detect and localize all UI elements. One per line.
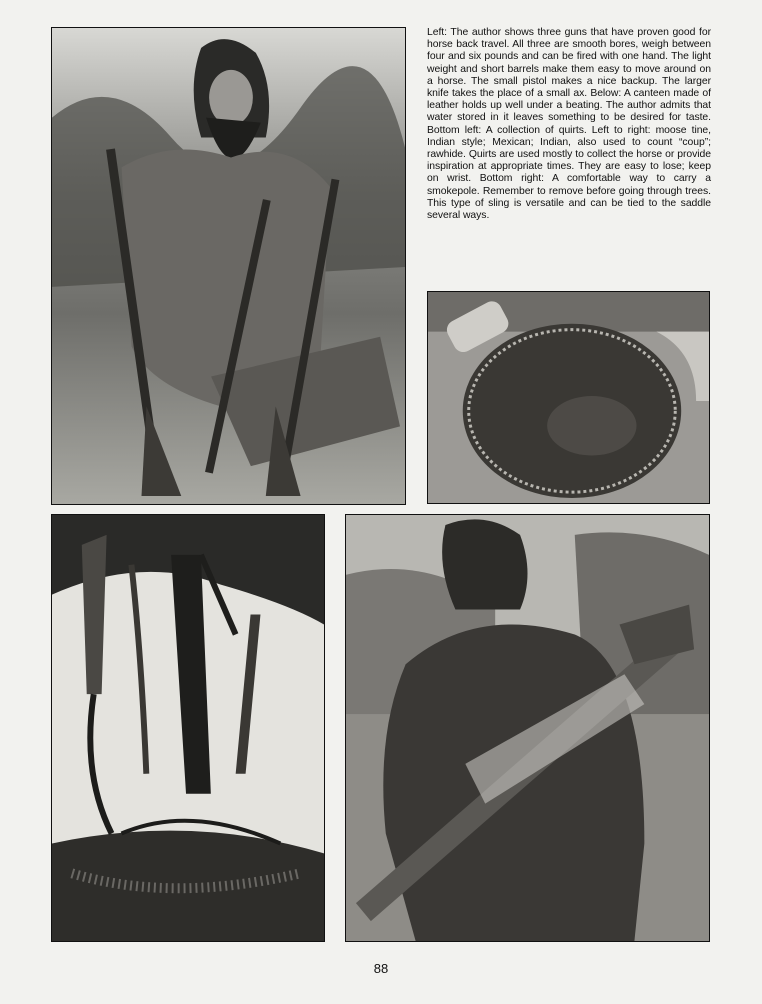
photo-caption: Left: The author shows three guns that have proven good for horse back travel. All three are smooth bores, weigh between four and six pounds and can be fired with one hand. The light weight and short barrels make them easy to move around on a horse. The small pistol makes a nice backup. The larger knife takes the place of a small ax. Below: A canteen made of leather holds up well under a beating. The author admits that water stored in it leaves something to be desired for taste. Bottom left: A collection of quirts. Left to right: moose tine, Indian style; Mexican; Indian, also used to count “coup”; rawhide. Quirts are used mostly to collect the horse or provide inspiration at appropriate times. They are easy to lose; keep on wrist. Bottom right: A comfortable way to carry a smokepole. Remember to remove before going through trees. This type of sling is versatile and can be tied to the saddle several ways. (427, 27, 711, 222)
photo-rifle-sling (345, 514, 710, 942)
page-number: 88 (373, 961, 389, 976)
photo-author-with-guns (51, 27, 406, 505)
photo-quirts-collection (51, 514, 325, 942)
photo-leather-canteen (427, 291, 710, 504)
